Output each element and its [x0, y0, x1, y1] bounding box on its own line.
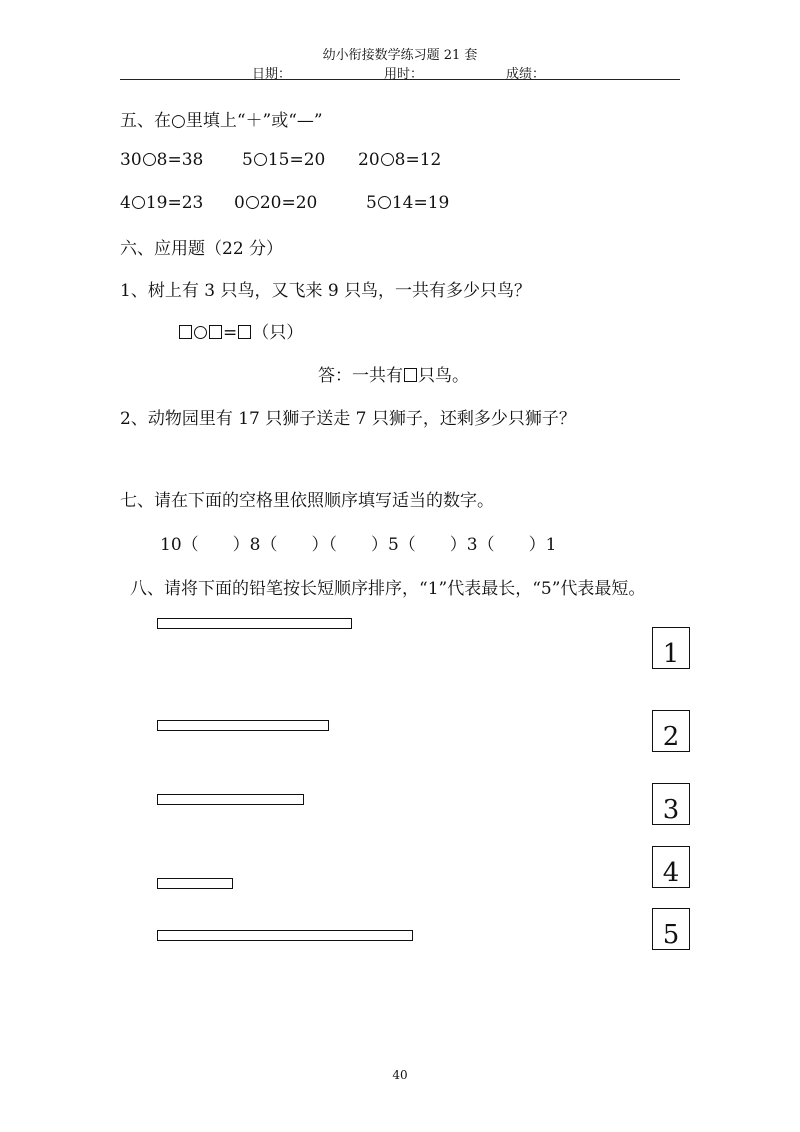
- score-label: 成绩：: [506, 67, 546, 82]
- equation-5-3: 20 8=12: [358, 150, 442, 170]
- word-problem-1: 1、树上有 3 只鸟，又飞来 9 只鸟，一共有多少只鸟？: [120, 281, 532, 301]
- equation-5-1: 30 8=38: [120, 150, 204, 170]
- section7-title: 七、请在下面的空格里依照顺序填写适当的数字。: [120, 491, 494, 511]
- rank-box-4[interactable]: 4: [652, 846, 690, 888]
- date-label: 日期：: [252, 67, 292, 82]
- pencil-4: [157, 878, 233, 889]
- answer-circle[interactable]: [132, 196, 145, 209]
- answer-circle[interactable]: [143, 153, 156, 166]
- number-sequence: 10（ ）8（ ）（ ）5（ ）3（ ）1: [160, 535, 557, 555]
- rank-box-2[interactable]: 2: [652, 710, 690, 752]
- rank-box-5[interactable]: 5: [652, 908, 690, 950]
- answer-box[interactable]: [209, 325, 222, 339]
- word-problem-2: 2、动物园里有 17 只狮子送走 7 只狮子，还剩多少只狮子？: [120, 409, 576, 429]
- header-divider: [120, 79, 680, 80]
- answer-circle[interactable]: [246, 196, 259, 209]
- answer-sentence: 答：一共有 只鸟。: [318, 366, 469, 386]
- worksheet-title: 幼小衔接数学练习题 21 套: [322, 48, 478, 63]
- pencil-5: [157, 930, 413, 941]
- answer-circle[interactable]: [378, 196, 391, 209]
- equation-5-4: 4 19=23: [120, 193, 204, 213]
- pencil-3: [157, 794, 304, 805]
- section5-title: 五、在○里填上“＋”或“—”: [120, 111, 323, 131]
- time-label: 用时：: [384, 67, 424, 82]
- answer-box[interactable]: [238, 325, 251, 339]
- pencil-2: [157, 720, 329, 731]
- answer-box[interactable]: [404, 368, 417, 382]
- answer-circle[interactable]: [381, 153, 394, 166]
- rank-box-1[interactable]: 1: [652, 627, 690, 669]
- equation-5-5: 0 20=20: [234, 193, 318, 213]
- answer-circle[interactable]: [194, 326, 207, 339]
- answer-box[interactable]: [179, 325, 192, 339]
- equation-5-2: 5 15=20: [242, 150, 326, 170]
- section8-title: 八、请将下面的铅笔按长短顺序排序，“1”代表最长，“5”代表最短。: [130, 579, 646, 599]
- answer-circle[interactable]: [254, 153, 267, 166]
- page-number: 40: [392, 1068, 408, 1082]
- section6-title: 六、应用题（22 分）: [120, 239, 284, 259]
- equation-5-6: 5 14=19: [366, 193, 450, 213]
- pencil-1: [157, 618, 352, 629]
- answer-equation: = （只）: [178, 318, 303, 343]
- rank-box-3[interactable]: 3: [652, 783, 690, 825]
